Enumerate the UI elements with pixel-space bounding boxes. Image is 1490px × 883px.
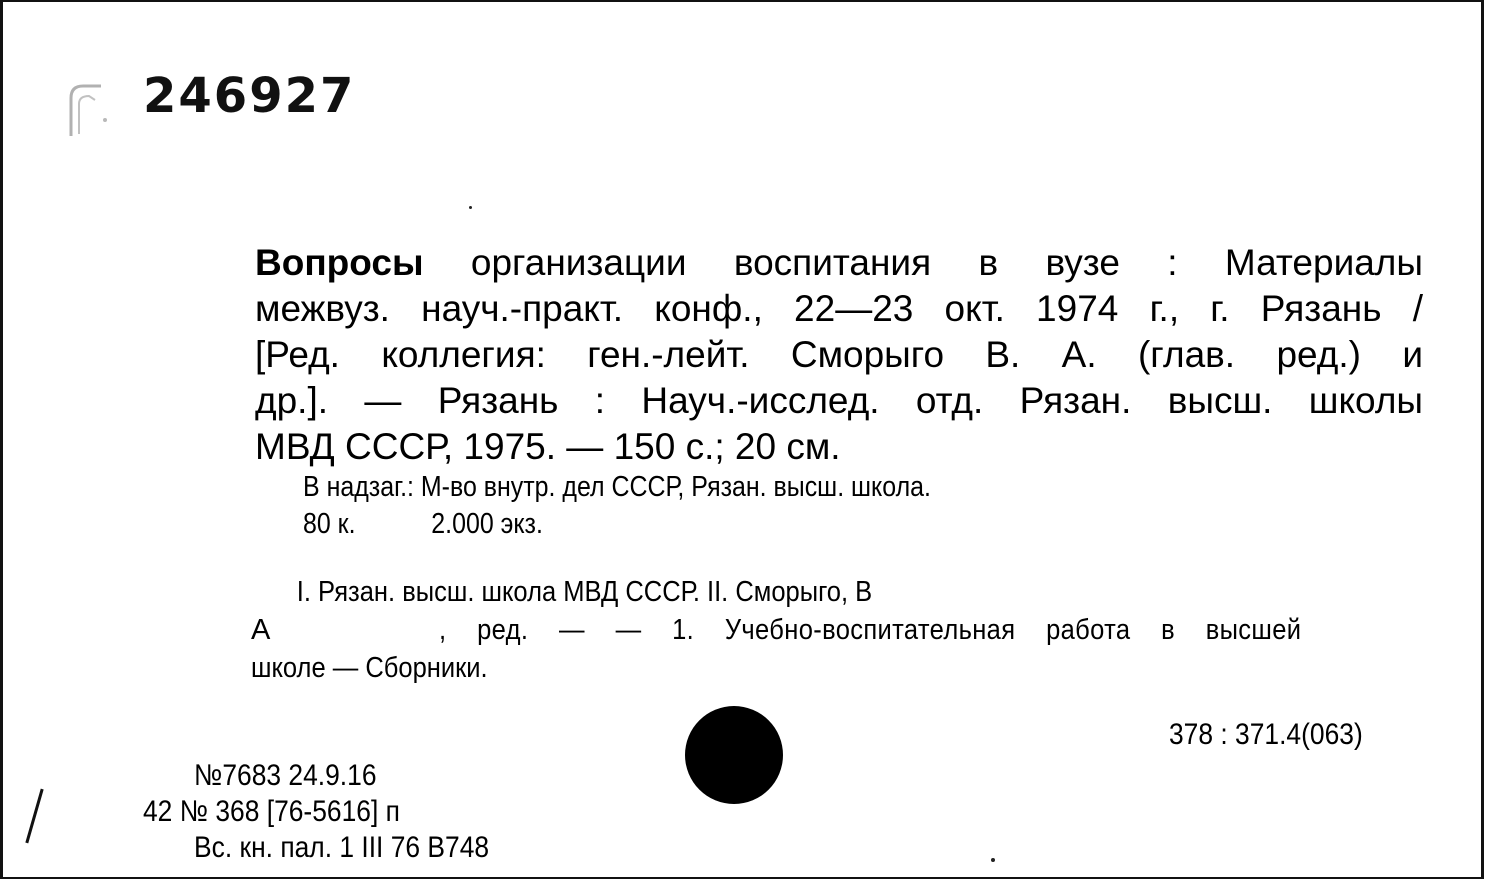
notes-block — [303, 469, 931, 543]
description-line-2: межвуз. науч.-практ. конф., 22—23 окт. 1974 г., г. Рязань / — [255, 288, 1423, 329]
title-rest: организации воспитания в вузе : Материалы — [423, 242, 1423, 283]
title-first-word: Вопросы — [255, 242, 424, 283]
tracings — [251, 573, 1423, 687]
order-line: 42 № 368 [76-5616] п — [143, 795, 400, 828]
tracing-line-3: школе — Сборники. — [251, 652, 488, 684]
stamp-mark — [61, 76, 123, 146]
description-line-1 — [255, 240, 1423, 286]
tracing-line-1: I. Рязан. высш. школа МВД СССР. II. Сморыго, В — [296, 576, 873, 608]
tracing-initial: А — [251, 614, 271, 646]
description-line-4: др.]. — Рязань : Науч.-исслед. отд. Рязан. высш. школы — [255, 380, 1423, 421]
bibliographic-description — [255, 240, 1423, 470]
pencil-slash-mark — [25, 789, 43, 844]
price-row — [303, 506, 931, 543]
tracing-line-2 — [251, 611, 1423, 649]
classification-index: 378 : 371.4(063) — [1169, 718, 1363, 751]
punch-hole — [685, 706, 783, 804]
ink-speck — [991, 858, 995, 862]
description-line-3: [Ред. коллегия: ген.-лейт. Сморыго В. А. (глав. ред.) и — [255, 334, 1423, 375]
inventory-number: 246927 — [143, 68, 356, 124]
price: 80 к. — [303, 508, 356, 540]
heading-note: В надзаг.: М-во внутр. дел СССР, Рязан. высш. школа. — [303, 471, 931, 503]
print-run: 2.000 экз. — [431, 508, 543, 540]
registration-line: №7683 24.9.16 — [194, 759, 377, 792]
description-line-5: МВД СССР, 1975. — 150 с.; 20 см. — [255, 426, 841, 467]
tracing-subject: , ред. — — 1. Учебно-воспитательная работа в высшей — [439, 614, 1302, 646]
book-chamber-line: Вс. кн. пал. 1 III 76 В748 — [194, 831, 490, 864]
imprint-block — [143, 758, 489, 866]
ink-speck — [469, 206, 472, 209]
